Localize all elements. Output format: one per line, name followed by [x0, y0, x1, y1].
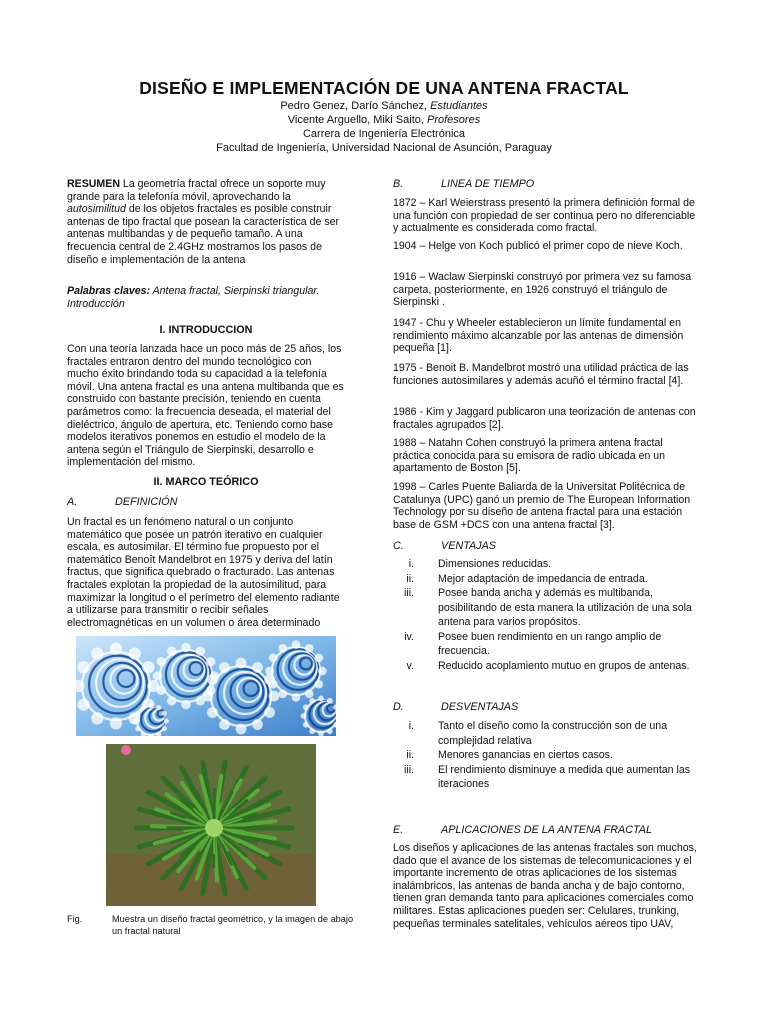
authors-professors: [0, 113, 768, 128]
affiliation-department: Carrera de Ingeniería Electrónica: [302, 128, 466, 140]
fractal-satellite-dot: [167, 696, 176, 705]
fractal-image: [76, 636, 336, 736]
advantages-list: [393, 557, 693, 673]
fractal-satellite-dot: [157, 686, 166, 695]
plant-ground: [106, 854, 316, 906]
authors-professors-role: Profesores: [427, 114, 481, 126]
fractal-satellite-dot: [327, 728, 333, 734]
subsection-e-title: APLICACIONES DE LA ANTENA FRACTAL: [441, 824, 652, 836]
abstract: [67, 178, 345, 266]
fractal-satellite-dot: [303, 704, 309, 710]
section-1-heading: I. INTRODUCCION: [159, 324, 253, 336]
fractal-satellite-dot: [206, 657, 215, 666]
subsection-a-letter: A.: [67, 496, 78, 508]
fractal-satellite-dot: [309, 698, 315, 704]
fractal-satellite-dot: [318, 696, 324, 702]
fractal-satellite-dot: [164, 718, 169, 723]
timeline-entry: 1947 - Chu y Wheeler establecieron un límite fundamental en rendimiento máximo alcanzable por las antenas de dimensión pequeña [1].: [393, 317, 684, 355]
fractal-satellite-dot: [303, 722, 309, 728]
subsection-a-heading: [67, 496, 345, 509]
fractal-satellite-dot: [315, 653, 324, 662]
fractal-satellite-dot: [252, 719, 263, 730]
timeline-entry: 1872 – Karl Weierstrass presentó la primera definición formal de una función con propiedad de ser continua pero no diferenciable y actualmente es considerada como fractal.: [393, 197, 696, 235]
fractal-satellite-dot: [196, 647, 205, 656]
fractal-satellite-dot: [305, 690, 314, 699]
fractal-satellite-dot: [207, 707, 218, 718]
section-2-text: Un fractal es un fenómeno natural o un conjunto matemático que posee un patrón iterativo en cualquier escala, es autosimilar. El término fue propuesto por el matemático Benoît Mandelbrot en 1975 y deriva del latín fractus, que significa quebrado o fracturado. Las antenas fractales explotan la propiedad de la autosimilitud, para maximizar la longitud o el perímetro del elemento radiante a utilizarse para transmitir o recibir señales electromagnéticas en un volumen o área determinado: [67, 516, 340, 629]
fractal-spirals-drawing: [76, 636, 336, 736]
plant-center: [205, 819, 223, 837]
fractal-satellite-dot: [153, 671, 162, 680]
fractal-satellite-dot: [236, 658, 247, 669]
fractal-satellite-dot: [203, 691, 214, 702]
fractal-satellite-dot: [181, 700, 190, 709]
abstract-text-a: La geometría fractal ofrece un soporte muy grande para la telefonía móvil, aprovechando la: [67, 178, 326, 203]
affiliation-faculty: Facultad de Ingeniería, Universidad Nacional de Asunción, Paraguay: [216, 142, 552, 154]
fractal-satellite-dot: [269, 680, 278, 689]
advantage-item: v. Reducido acoplamiento mutuo en grupos de antenas.: [406, 659, 690, 672]
fractal-satellite-dot: [148, 703, 153, 708]
authors-students-names: Pedro Genez, Darío Sánchez,: [280, 100, 428, 112]
fractal-satellite-dot: [135, 726, 140, 731]
fractal-satellite-dot: [181, 643, 190, 652]
fractal-satellite-dot: [309, 728, 315, 734]
timeline-entry: 1988 – Natahn Cohen construyó la primera antena fractal práctica conocida para su emisora de radio ubicada en un apartamento de Boston [5].: [393, 437, 666, 475]
subsection-d-title: DESVENTAJAS: [441, 701, 519, 713]
subsection-b-heading: [393, 178, 700, 191]
subsection-e-heading: [393, 824, 700, 837]
figure-caption: Muestra un diseño fractal geométrico, y la imagen de abajo un fractal natural: [112, 914, 354, 936]
plant-flower: [121, 745, 131, 755]
fractal-satellite-dot: [129, 647, 141, 659]
fractal-satellite-dot: [219, 719, 230, 730]
disadvantage-item: iii. El rendimiento disminuye a medida que aumentan las iteraciones: [403, 763, 691, 790]
authors-professors-names: Vicente Arguello, Miki Saito,: [287, 114, 424, 126]
keywords-label: Palabras claves:: [67, 285, 151, 297]
authors-students-role: Estudiantes: [430, 100, 488, 112]
subsection-d-heading: [393, 701, 700, 714]
fractal-satellite-dot: [305, 644, 314, 653]
fractal-satellite-dot: [135, 711, 140, 716]
subsection-c-title: VENTAJAS: [441, 540, 496, 552]
fractal-satellite-dot: [110, 642, 122, 654]
fractal-satellite-dot: [162, 726, 167, 731]
advantage-item: iii. Posee banda ancha y además es multibanda, posibilitando de esta manera la utilización de una sola antena para varios propósitos.: [403, 587, 692, 628]
subsection-b-letter: B.: [393, 178, 404, 190]
disadvantage-item: ii. Menores ganancias en ciertos casos.: [406, 749, 613, 761]
fractal-satellite-dot: [91, 712, 103, 724]
keywords-text: Antena fractal, Sierpinski triangular. Introducción: [67, 285, 320, 310]
fractal-satellite-dot: [269, 691, 280, 702]
fractal-satellite-dot: [327, 698, 333, 704]
fractal-satellite-dot: [269, 653, 278, 662]
section-e-text: Los diseños y aplicaciones de las antenas fractales son muchos, dado que el avance de los sistemas de telecomunicaciones y el importante incremento de otras aplicaciones de los sistemas inalámbricos, las antenas de banda ancha y de bajo contorno, tienen gran demanda tanto para aplicaciones comerciales como militares. Estas aplicaciones pueden ser: Celulares, trunking, pequeñas terminales satelitales, vehículos aéreos tipo UAV,: [393, 842, 697, 930]
fractal-satellite-dot: [252, 662, 263, 673]
fractal-satellite-dot: [77, 699, 89, 711]
fractal-satellite-dot: [141, 705, 146, 710]
fractal-satellite-dot: [157, 657, 166, 666]
fractal-satellite-dot: [292, 693, 301, 702]
disadvantage-item: i. Tanto el diseño como la construcción son de una complejidad relativa: [408, 720, 668, 747]
fractal-satellite-dot: [301, 713, 307, 719]
timeline-entry: 1916 – Waclaw Sierpinski construyó por primera vez su famosa carpeta, posteriormente, en 1926 construyó el triángulo de Sierpinski .: [393, 271, 692, 309]
fractal-satellite-dot: [207, 674, 218, 685]
fractal-satellite-dot: [278, 644, 287, 653]
fractal-satellite-dot: [77, 661, 89, 673]
fractal-satellite-dot: [91, 647, 103, 659]
subsection-d-letter: D.: [393, 701, 404, 713]
fractal-satellite-dot: [167, 647, 176, 656]
fractal-satellite-dot: [315, 680, 324, 689]
subsection-e-letter: E.: [393, 824, 404, 836]
abstract-text-b: de los objetos fractales es posible construir antenas de tipo fractal que posean la característica de ser antenas multibandas y de pequeño tamaño. A una frecuencia central de 2.4GHz mostramos los pasos de diseño e implementación de la antena: [67, 203, 340, 266]
subsection-b-title: LINEA DE TIEMPO: [441, 178, 535, 190]
fractal-satellite-dot: [156, 705, 161, 710]
fractal-satellite-dot: [133, 718, 138, 723]
fractal-satellite-dot: [110, 717, 122, 729]
fractal-satellite-dot: [292, 640, 301, 649]
fractal-satellite-dot: [142, 661, 154, 673]
fractal-satellite-dot: [236, 724, 247, 735]
abstract-label: RESUMEN: [67, 178, 120, 190]
plant-image: [106, 744, 316, 906]
fractal-satellite-dot: [318, 667, 327, 676]
advantage-item: ii. Mejor adaptación de impedancia de entrada.: [406, 572, 648, 585]
keywords: [67, 285, 345, 310]
fractal-satellite-dot: [219, 662, 230, 673]
timeline-entry: 1986 - Kim y Jaggard publicaron una teorización de antenas con fractales agrupados [2].: [393, 406, 696, 431]
fractal-satellite-dot: [162, 711, 167, 716]
fractal-satellite-dot: [264, 707, 275, 718]
abstract-text-italic: autosimilitud: [67, 203, 126, 216]
authors-students: [0, 99, 768, 114]
timeline-entry: 1998 – Carles Puente Baliarda de la Universitat Politécnica de Catalunya (UPC) ganó un premio de The European Information Technology por su diseño de antena fractal para una estación base de GSM +DCS con una antena fractal [3].: [393, 481, 691, 531]
subsection-c-heading: [393, 540, 700, 553]
paper-title: DISEÑO E IMPLEMENTACIÓN DE UNA ANTENA FRACTAL: [139, 78, 629, 98]
disadvantages-list: [393, 719, 693, 792]
advantage-item: i. Dimensiones reducidas.: [408, 558, 552, 570]
subsection-a-title: DEFINICIÓN: [115, 496, 178, 508]
fractal-satellite-dot: [278, 690, 287, 699]
section-2-heading: II. MARCO TEÓRICO: [153, 476, 259, 488]
advantage-item: iv. Posee buen rendimiento en un rango amplio de frecuencia.: [404, 630, 662, 657]
timeline-entry: 1904 – Helge von Koch publicó el primer copo de nieve Koch.: [393, 240, 683, 252]
section-1-text: Con una teoría lanzada hace un poco más de 25 años, los fractales entraron dentro del mundo tecnológico con mucho éxito brindando toda su capacidad a la telefonía móvil. Una antena fractal es una antena multibanda que es construido con bastante precisión, teniendo en cuenta parámetros como: la frecuencia deseada, el material del dieléctrico, ángulo de apertura, etc. Teniendo como base modelos iterativos ponemos en estudio el modelo de la antena según el Triángulo de Sierpinski, desarrollo e implementación del mismo.: [67, 343, 344, 469]
plant-rosette-drawing: [106, 744, 316, 906]
fractal-satellite-dot: [265, 667, 274, 676]
timeline-entry: 1975 - Benoit B. Mandelbrot mostró una utilidad práctica de las funciones autosimilares y además acuñó el término fractal [4].: [393, 362, 689, 387]
figure-label: Fig.: [67, 914, 83, 924]
subsection-c-letter: C.: [393, 540, 404, 552]
